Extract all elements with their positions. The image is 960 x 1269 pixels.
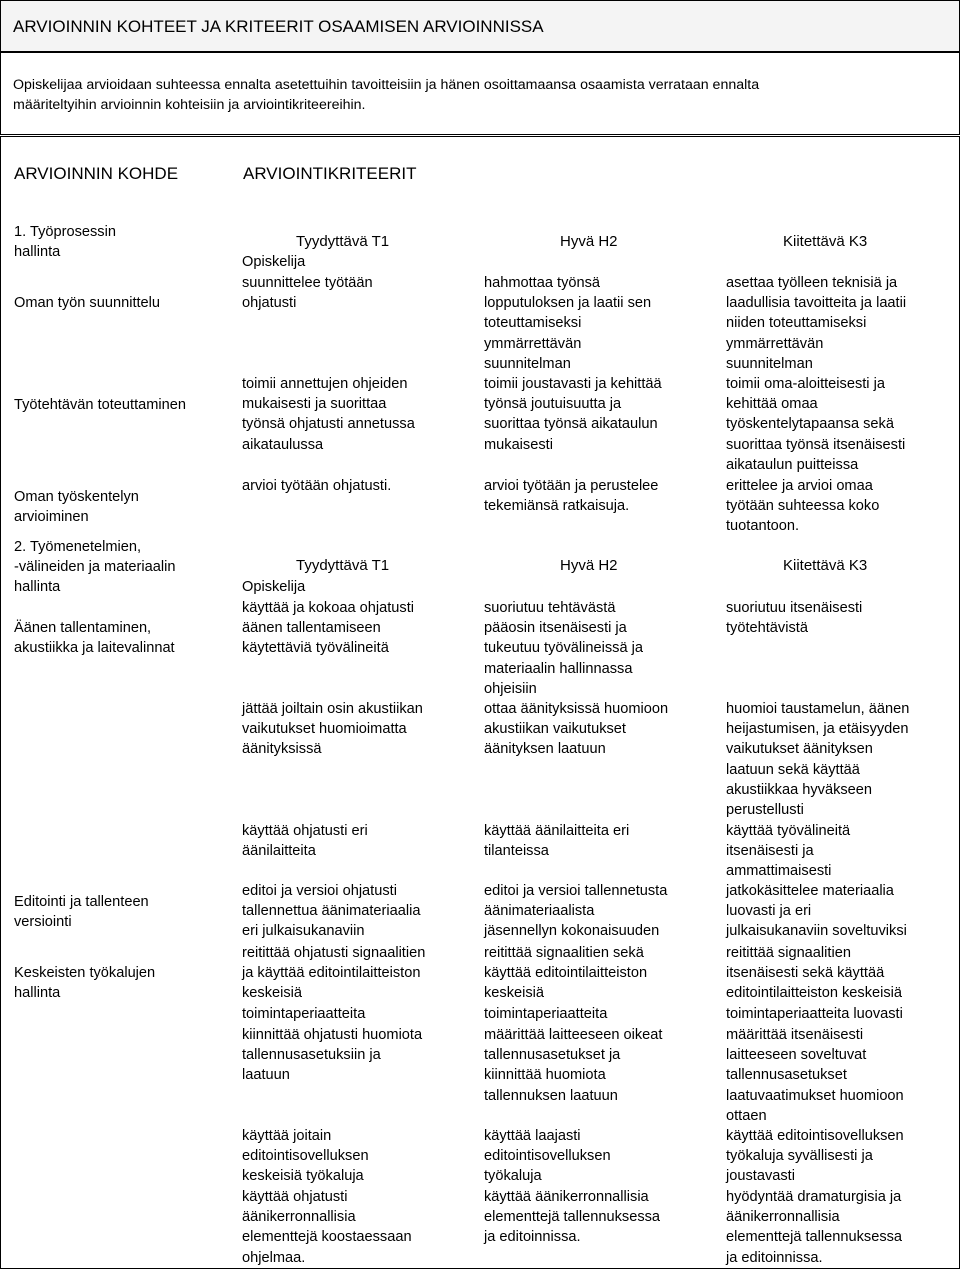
level-t1: Tyydyttävä T1: [296, 233, 390, 250]
target-aanen-tallentaminen: [14, 618, 175, 658]
criteria-line: käytettäviä työvälineitä: [242, 640, 389, 657]
section2-title-line: 2. Työmenetelmien,: [14, 539, 142, 555]
intro-line: määriteltyihin arvioinnin kohteisiin ja arviointikriteereihin.: [13, 97, 366, 113]
criteria-line: arvioi työtään ohjatusti.: [242, 478, 392, 494]
criteria-line: äänikerronnallisia: [726, 1209, 840, 1226]
criteria-t1: [242, 699, 423, 760]
criteria-h2: [484, 699, 668, 760]
target-line: Oman työskentelyn: [14, 489, 139, 505]
criteria-line: käyttää laajasti: [484, 1128, 581, 1144]
criteria-line: editoi ja versioi ohjatusti: [242, 883, 397, 899]
criteria-line: ohjatusti: [242, 295, 297, 312]
criteria-line: reitittää signaalitien sekä: [484, 945, 644, 961]
criteria-line: niiden toteuttamiseksi: [726, 315, 867, 332]
target-tyotehtavan-toteuttaminen: [14, 395, 186, 415]
criteria-line: editointisovelluksen: [484, 1148, 611, 1165]
criteria-line: keskeisiä: [484, 985, 545, 1002]
criteria-h2: [484, 273, 651, 374]
level-h2: Hyvä H2: [560, 557, 618, 574]
criteria-line: akustiikkaa hyväkseen: [726, 781, 873, 798]
target-line: Oman työn suunnittelu: [14, 295, 161, 311]
criteria-k3: [726, 374, 905, 475]
criteria-k3: [726, 821, 850, 882]
criteria-line: toimii joustavasti ja kehittää: [484, 376, 662, 392]
criteria-line: käyttää työvälineitä: [726, 823, 851, 839]
criteria-line: suorittaa työnsä aikataulun: [484, 416, 658, 433]
intro-line: Opiskelijaa arvioidaan suhteessa ennalta asetettuihin tavoitteisiin ja hänen osoittamaansa osaamista verrataan ennalta: [13, 77, 760, 93]
criteria-line: laatuvaatimukset huomioon: [726, 1087, 904, 1104]
header-kohde: ARVIOINNIN KOHDE: [14, 164, 179, 183]
criteria-line: toimintaperiaatteita luovasti: [726, 1005, 903, 1022]
criteria-h2: [484, 1025, 662, 1106]
criteria-line: hyödyntää dramaturgisia ja: [726, 1189, 902, 1205]
criteria-line: lopputuloksen ja laatii sen: [484, 295, 652, 312]
criteria-line: asettaa työlleen teknisiä ja: [726, 275, 898, 291]
criteria-k3: [726, 1025, 904, 1126]
section1-title: [14, 222, 116, 262]
target-oman-tyon-suunnittelu: [14, 293, 160, 313]
criteria-line: käyttää ja kokoaa ohjatusti: [242, 600, 414, 616]
criteria-line: joustavasti: [726, 1168, 795, 1185]
criteria-line: tallennuksen laatuun: [484, 1087, 618, 1104]
criteria-line: toimintaperiaatteita: [242, 1005, 366, 1022]
opiskelija-label: Opiskelija: [242, 579, 306, 595]
criteria-line: hahmottaa työnsä: [484, 275, 601, 291]
criteria-t1: [242, 374, 415, 455]
criteria-line: ja editoinnissa.: [484, 1229, 581, 1246]
criteria-line: toimii oma-aloitteisesti ja: [726, 376, 885, 392]
target-line: Työtehtävän toteuttaminen: [14, 397, 186, 413]
criteria-line: vaikutukset äänityksen: [726, 741, 873, 758]
criteria-k3: [726, 598, 862, 638]
criteria-line: keskeisiä työkaluja: [242, 1168, 364, 1185]
criteria-line: suoriutuu itsenäisesti: [726, 600, 863, 616]
criteria-t1: [242, 943, 425, 1024]
criteria-line: kiinnittää ohjatusti huomiota: [242, 1027, 423, 1043]
criteria-line: mukaisesti: [484, 436, 553, 453]
criteria-line: akustiikan vaikutukset: [484, 721, 626, 738]
criteria-line: luovasti ja eri: [726, 903, 812, 920]
page-title: ARVIOINNIN KOHTEET JA KRITEERIT OSAAMISEN ARVIOINNISSA: [13, 17, 544, 36]
criteria-line: laatuun: [242, 1067, 290, 1084]
criteria-t1: [242, 273, 373, 313]
criteria-line: elementtejä koostaessaan: [242, 1229, 412, 1246]
criteria-line: äänikerronnallisia: [242, 1209, 356, 1226]
target-line: Äänen tallentaminen,: [14, 620, 152, 636]
criteria-line: suunnittelee työtään: [242, 275, 373, 291]
criteria-line: äänen tallentamiseen: [242, 620, 381, 637]
criteria-line: laitteeseen soveltuvat: [726, 1047, 867, 1064]
opiskelija-label: Opiskelija: [242, 254, 306, 270]
criteria-line: suoriutuu tehtävästä: [484, 600, 616, 616]
level-h2: Hyvä H2: [560, 233, 618, 250]
criteria-line: käyttää ohjatusti eri: [242, 823, 368, 839]
criteria-line: heijastumisen, ja etäisyyden: [726, 721, 909, 738]
criteria-line: tallennettua äänimateriaalia: [242, 903, 421, 920]
level-k3: Kiitettävä K3: [783, 557, 868, 574]
criteria-line: ottaa äänityksissä huomioon: [484, 701, 669, 717]
criteria-line: kehittää omaa: [726, 396, 818, 413]
criteria-line: tilanteissa: [484, 843, 549, 860]
criteria-line: tuotantoon.: [726, 518, 800, 535]
criteria-line: toimintaperiaatteita: [484, 1005, 608, 1022]
criteria-t1: [242, 881, 421, 942]
criteria-line: käyttää ohjatusti: [242, 1189, 348, 1205]
target-line: Keskeisten työkalujen: [14, 965, 156, 981]
criteria-line: käyttää joitain: [242, 1128, 332, 1144]
criteria-line: tukeutuu työvälineissä ja: [484, 640, 644, 657]
section2-title-line: -välineiden ja materiaalin: [14, 559, 176, 576]
criteria-h2: [484, 881, 667, 942]
criteria-line: perustellusti: [726, 802, 804, 819]
criteria-h2: [484, 1126, 611, 1187]
target-oman-tyoskentelyn-arvioiminen: [14, 487, 139, 527]
criteria-t1: [242, 821, 368, 861]
criteria-line: tallennusasetukset: [726, 1067, 847, 1084]
criteria-t1: [242, 476, 391, 496]
criteria-line: äänityksissä: [242, 741, 322, 758]
criteria-line: tekemiänsä ratkaisuja.: [484, 498, 630, 515]
criteria-h2: [484, 476, 658, 516]
criteria-k3: [726, 943, 903, 1024]
criteria-t1: [242, 1025, 422, 1086]
criteria-line: aikataulussa: [242, 436, 324, 453]
criteria-line: tallennusasetuksiin ja: [242, 1047, 381, 1064]
criteria-h2: [484, 943, 647, 1024]
intro-box: [0, 52, 960, 135]
criteria-line: työnsä ohjatusti annetussa: [242, 416, 415, 433]
criteria-line: itsenäisesti ja: [726, 843, 814, 860]
criteria-k3: [726, 273, 906, 374]
criteria-line: keskeisiä: [242, 985, 303, 1002]
criteria-line: editointisovelluksen: [242, 1148, 369, 1165]
criteria-line: vaikutukset huomioimatta: [242, 721, 407, 738]
criteria-line: materiaalin hallinnassa: [484, 660, 633, 677]
target-keskeisten-tyokalujen-hallinta: [14, 963, 155, 1003]
title-box: [0, 0, 960, 52]
criteria-t1: [242, 1187, 412, 1268]
criteria-line: ohjelmaa.: [242, 1249, 306, 1266]
criteria-line: elementtejä tallennuksessa: [726, 1229, 903, 1246]
criteria-k3: [726, 476, 879, 537]
criteria-line: eri julkaisukanaviin: [242, 923, 365, 940]
criteria-k3: [726, 881, 907, 942]
target-line: Editointi ja tallenteen: [14, 894, 149, 910]
header-kriteerit: ARVIOINTIKRITEERIT: [243, 164, 417, 183]
criteria-line: äänilaitteita: [242, 843, 316, 860]
criteria-k3: [726, 699, 909, 820]
criteria-line: työskentelytapaansa sekä: [726, 416, 894, 433]
criteria-line: äänimateriaalista: [484, 903, 595, 920]
criteria-line: editoi ja versioi tallennetusta: [484, 883, 668, 899]
criteria-line: reitittää ohjatusti signaalitien: [242, 945, 426, 961]
criteria-line: käyttää äänikerronnallisia: [484, 1189, 649, 1205]
criteria-line: laatuun sekä käyttää: [726, 761, 860, 778]
criteria-line: reitittää signaalitien: [726, 945, 851, 961]
target-line: akustiikka ja laitevalinnat: [14, 640, 175, 657]
criteria-line: suorittaa työnsä itsenäisesti: [726, 436, 906, 453]
target-editointi: [14, 892, 149, 932]
criteria-h2: [484, 374, 662, 455]
criteria-h2: [484, 821, 629, 861]
level-k3: Kiitettävä K3: [783, 233, 868, 250]
criteria-k3: [726, 1126, 904, 1187]
criteria-line: jäsennellyn kokonaisuuden: [484, 923, 660, 940]
criteria-line: erittelee ja arvioi omaa: [726, 478, 873, 494]
target-line: versiointi: [14, 914, 72, 931]
criteria-line: jatkokäsittelee materiaalia: [726, 883, 894, 899]
criteria-line: jättää joiltain osin akustiikan: [242, 701, 423, 717]
criteria-line: mukaisesti ja suorittaa: [242, 396, 387, 413]
criteria-line: ottaen: [726, 1107, 767, 1124]
criteria-line: aikataulun puitteissa: [726, 456, 859, 473]
criteria-line: elementtejä tallennuksessa: [484, 1209, 661, 1226]
criteria-line: suunnitelman: [726, 355, 813, 372]
criteria-h2: [484, 1187, 660, 1248]
target-line: arvioiminen: [14, 509, 89, 526]
criteria-line: kiinnittää huomiota: [484, 1067, 606, 1084]
criteria-line: ymmärrettävän: [484, 335, 582, 352]
criteria-line: määrittää itsenäisesti: [726, 1027, 864, 1043]
criteria-line: editointilaitteiston keskeisiä: [726, 985, 903, 1002]
criteria-line: pääosin itsenäisesti ja: [484, 620, 627, 637]
criteria-line: työkaluja: [484, 1168, 542, 1185]
criteria-line: työnsä joutuisuutta ja: [484, 396, 622, 413]
criteria-line: toimii annettujen ohjeiden: [242, 376, 408, 392]
criteria-line: ymmärrettävän: [726, 335, 824, 352]
section1-title-line: 1. Työprosessin: [14, 224, 116, 240]
criteria-line: laadullisia tavoitteita ja laatii: [726, 295, 907, 312]
section2-title: [14, 537, 175, 598]
section1-title-line: hallinta: [14, 244, 61, 261]
section2-title-line: hallinta: [14, 579, 61, 596]
criteria-line: ja editoinnissa.: [726, 1249, 823, 1266]
criteria-line: ohjeisiin: [484, 680, 537, 697]
intro-text: [13, 75, 953, 115]
criteria-line: määrittää laitteeseen oikeat: [484, 1027, 663, 1043]
criteria-line: arvioi työtään ja perustelee: [484, 478, 659, 494]
criteria-t1: [242, 1126, 369, 1187]
level-t1: Tyydyttävä T1: [296, 557, 390, 574]
criteria-line: tallennusasetukset ja: [484, 1047, 621, 1064]
criteria-t1: [242, 598, 414, 659]
criteria-line: ammattimaisesti: [726, 863, 832, 880]
criteria-line: itsenäisesti sekä käyttää: [726, 965, 885, 982]
criteria-line: käyttää editointisovelluksen: [726, 1128, 904, 1144]
criteria-line: äänityksen laatuun: [484, 741, 606, 758]
criteria-line: työkaluja syvällisesti ja: [726, 1148, 873, 1165]
criteria-line: työtään suhteessa koko: [726, 498, 880, 515]
criteria-line: huomioi taustamelun, äänen: [726, 701, 910, 717]
criteria-k3: [726, 1187, 902, 1268]
criteria-line: toteuttamiseksi: [484, 315, 582, 332]
criteria-line: suunnitelman: [484, 355, 571, 372]
criteria-line: ja käyttää editointilaitteiston: [242, 965, 421, 982]
criteria-line: käyttää äänilaitteita eri: [484, 823, 630, 839]
criteria-line: julkaisukanaviin soveltuviksi: [726, 923, 907, 940]
criteria-line: työtehtävistä: [726, 620, 808, 637]
criteria-line: käyttää editointilaitteiston: [484, 965, 648, 982]
target-line: hallinta: [14, 985, 61, 1002]
criteria-h2: [484, 598, 643, 699]
